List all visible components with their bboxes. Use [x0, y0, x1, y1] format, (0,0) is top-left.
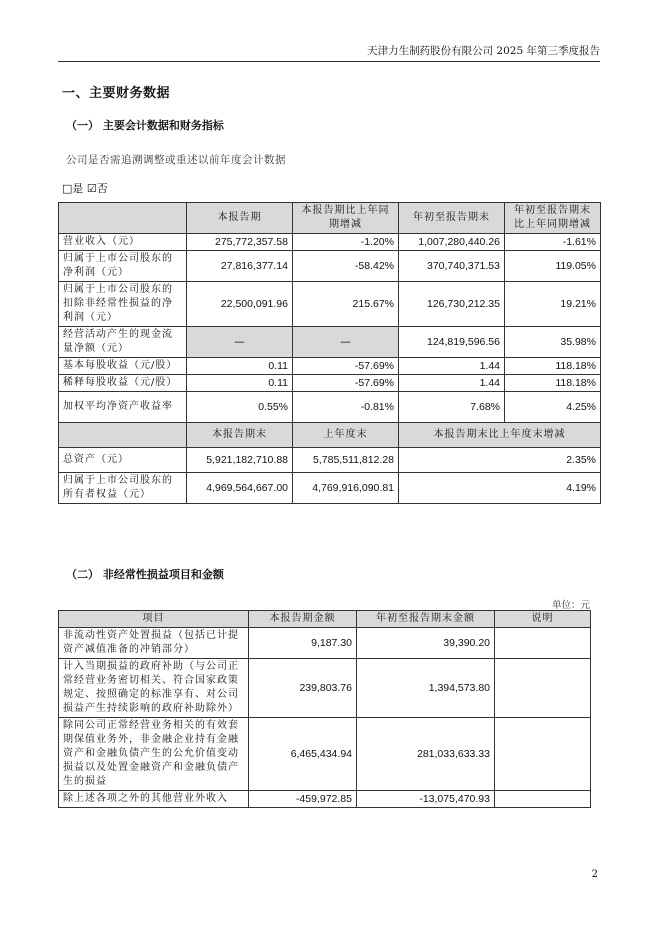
- table-row: [59, 327, 601, 358]
- row-label: 经营活动产生的现金流量净额（元）: [59, 327, 187, 358]
- header-cell: 本报告期末比上年度末增减: [399, 423, 601, 448]
- cell: 39,390.20: [357, 628, 495, 659]
- cell: 4.25%: [505, 392, 601, 423]
- header-cell: [59, 203, 187, 234]
- header-cell: 年初至报告期末金额: [357, 611, 495, 628]
- header-cell: 本报告期比上年同期增减: [293, 203, 399, 234]
- cell: 1.44: [399, 358, 505, 375]
- cell: 0.55%: [187, 392, 293, 423]
- header-cell: 年初至报告期末: [399, 203, 505, 234]
- report-title: 天津力生制药股份有限公司 2025 年第三季度报告: [367, 45, 600, 57]
- cell: —: [293, 327, 399, 358]
- row-label: 加权平均净资产收益率: [59, 392, 187, 423]
- section-heading: 一、主要财务数据: [62, 86, 171, 101]
- cell: 118.18%: [505, 358, 601, 375]
- row-label: 归属于上市公司股东的净利润（元）: [59, 251, 187, 282]
- cell: 119.05%: [505, 251, 601, 282]
- cell: [495, 628, 591, 659]
- header-cell: 本报告期: [187, 203, 293, 234]
- cell: 0.11: [187, 358, 293, 375]
- row-label: 归属于上市公司股东的所有者权益（元）: [59, 473, 187, 504]
- cell: -57.69%: [293, 375, 399, 392]
- row-label: 除上述各项之外的其他营业外收入: [59, 791, 249, 808]
- cell: [495, 791, 591, 808]
- row-label: 稀释每股收益（元/股）: [59, 375, 187, 392]
- cell: 370,740,371.53: [399, 251, 505, 282]
- row-label: 非流动性资产处置损益（包括已计提资产减值准备的冲销部分）: [59, 628, 249, 659]
- table-header-row: [59, 611, 591, 628]
- cell: 5,785,511,812.28: [293, 448, 399, 473]
- header-cell: 项目: [59, 611, 249, 628]
- header-cell: 年初至报告期末比上年同期增减: [505, 203, 601, 234]
- header-cell: 本报告期金额: [249, 611, 357, 628]
- cell: 9,187.30: [249, 628, 357, 659]
- table-row: [59, 358, 601, 375]
- cell: —: [187, 327, 293, 358]
- header-cell: 本报告期末: [187, 423, 293, 448]
- cell: -57.69%: [293, 358, 399, 375]
- cell: 1.44: [399, 375, 505, 392]
- cell: -459,972.85: [249, 791, 357, 808]
- cell: 281,033,633.33: [357, 718, 495, 791]
- page-number: 2: [591, 869, 598, 880]
- table-row: [59, 718, 591, 791]
- cell: 2.35%: [399, 448, 601, 473]
- header-cell: [59, 423, 187, 448]
- cell: 1,394,573.80: [357, 659, 495, 718]
- table-row: [59, 473, 601, 504]
- table-header-row: [59, 203, 601, 234]
- cell: 27,816,377.14: [187, 251, 293, 282]
- key-financial-table: [58, 202, 601, 504]
- non-recurring-items-table: [58, 610, 591, 808]
- page-header: [58, 44, 600, 62]
- cell: -58.42%: [293, 251, 399, 282]
- header-cell: 说明: [495, 611, 591, 628]
- row-label: 基本每股收益（元/股）: [59, 358, 187, 375]
- cell: [495, 659, 591, 718]
- cell: -13,075,470.93: [357, 791, 495, 808]
- cell: -1.61%: [505, 234, 601, 251]
- restatement-choice: □是 ☑否: [62, 182, 108, 195]
- cell: 118.18%: [505, 375, 601, 392]
- cell: 126,730,212.35: [399, 282, 505, 327]
- table-row: [59, 628, 591, 659]
- cell: 7.68%: [399, 392, 505, 423]
- cell: 4,769,916,090.81: [293, 473, 399, 504]
- table-row: [59, 659, 591, 718]
- cell: 215.67%: [293, 282, 399, 327]
- cell: 19.21%: [505, 282, 601, 327]
- table-row: [59, 375, 601, 392]
- header-cell: 上年度末: [293, 423, 399, 448]
- restatement-question: 公司是否需追溯调整或重述以前年度会计数据: [66, 154, 286, 166]
- unit-label: 单位：元: [551, 600, 590, 611]
- table-header-row: [59, 423, 601, 448]
- row-label: 除同公司正常经营业务相关的有效套期保值业务外，非金融企业持有金融资产和金融负债产生的公允价值变动损益以及处置金融资产和金融负债产生的损益: [59, 718, 249, 791]
- cell: 4.19%: [399, 473, 601, 504]
- table-row: [59, 251, 601, 282]
- cell: -1.20%: [293, 234, 399, 251]
- table-row: [59, 234, 601, 251]
- cell: 1,007,280,440.26: [399, 234, 505, 251]
- cell: 6,465,434.94: [249, 718, 357, 791]
- cell: 4,969,564,667.00: [187, 473, 293, 504]
- row-label: 归属于上市公司股东的扣除非经常性损益的净利润（元）: [59, 282, 187, 327]
- cell: 35.98%: [505, 327, 601, 358]
- cell: [495, 718, 591, 791]
- table-row: [59, 448, 601, 473]
- table-row: [59, 791, 591, 808]
- row-label: 计入当期损益的政府补助（与公司正常经营业务密切相关、符合国家政策规定、按照确定的标准享有、对公司损益产生持续影响的政府补助除外）: [59, 659, 249, 718]
- cell: 0.11: [187, 375, 293, 392]
- cell: -0.81%: [293, 392, 399, 423]
- subsection-heading: （二） 非经常性损益项目和金额: [66, 568, 224, 581]
- cell: 124,819,596.56: [399, 327, 505, 358]
- table-row: [59, 282, 601, 327]
- row-label: 总资产（元）: [59, 448, 187, 473]
- row-label: 营业收入（元）: [59, 234, 187, 251]
- cell: 239,803.76: [249, 659, 357, 718]
- subsection-heading: （一） 主要会计数据和财务指标: [66, 119, 224, 132]
- table-row: [59, 392, 601, 423]
- cell: 275,772,357.58: [187, 234, 293, 251]
- cell: 22,500,091.96: [187, 282, 293, 327]
- cell: 5,921,182,710.88: [187, 448, 293, 473]
